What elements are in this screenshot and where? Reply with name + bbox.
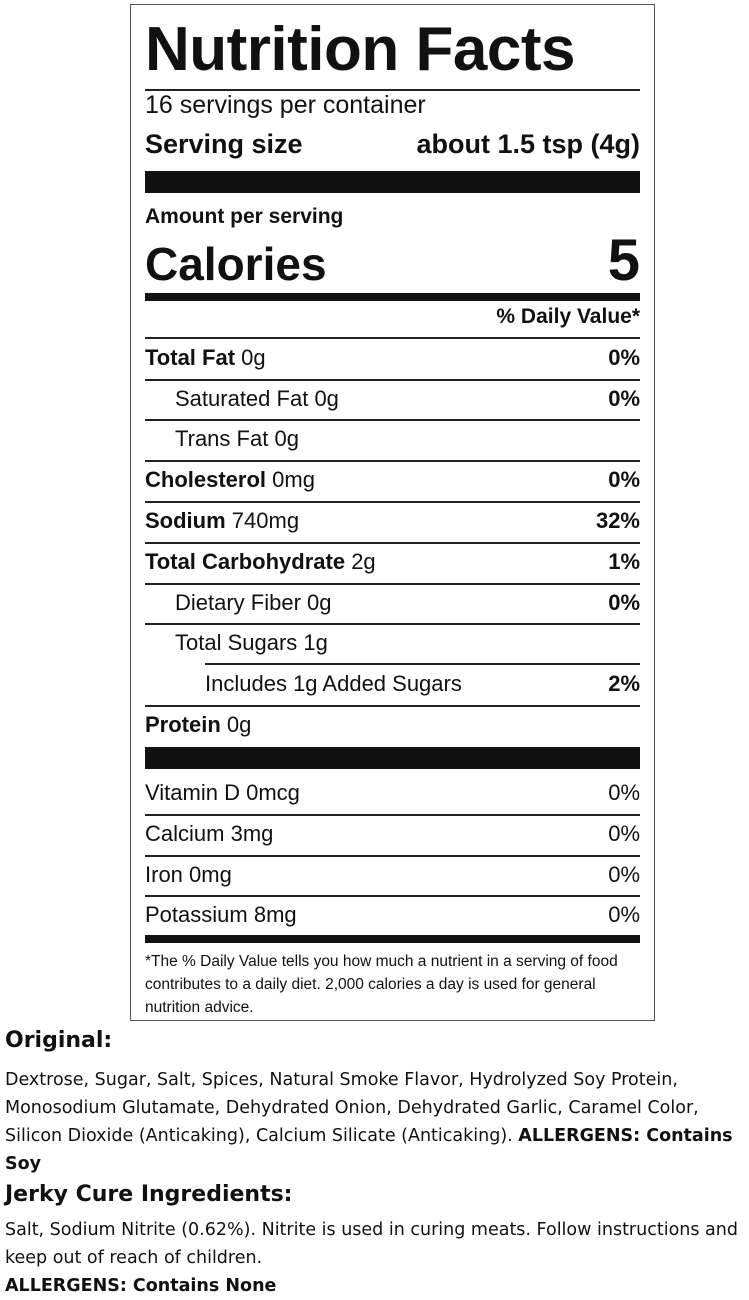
original-allergens: ALLERGENS: Contains Soy	[5, 1126, 733, 1174]
nutrient-row-dietary-fiber	[145, 583, 640, 623]
original-heading: Original:	[5, 1028, 113, 1053]
nutrient-amount: 0g	[274, 426, 299, 451]
micro-amount: 0mg	[189, 862, 232, 887]
micro-amount: 0mcg	[246, 780, 300, 805]
nutrition-facts-panel	[130, 4, 655, 1021]
nutrient-dv: 32%	[595, 508, 640, 533]
micro-amount: 8mg	[253, 902, 297, 927]
calories-row	[145, 227, 640, 294]
nutrient-row-cholesterol	[145, 460, 640, 500]
nutrient-name: Cholesterol	[145, 467, 267, 492]
nutrient-name: Saturated Fat	[175, 386, 309, 411]
nutrient-dv: 0%	[608, 386, 640, 411]
nutrient-row-sodium	[145, 501, 640, 541]
serving-size-row	[145, 129, 640, 160]
daily-value-header: % Daily Value*	[496, 305, 640, 328]
micro-dv: 0%	[608, 780, 640, 805]
serving-size-value: about 1.5 tsp (4g)	[416, 129, 640, 159]
medium-divider	[145, 293, 640, 301]
micro-name: Vitamin D	[145, 780, 240, 805]
nutrient-dv: 0%	[608, 467, 640, 492]
micro-name: Calcium	[145, 821, 225, 846]
nutrient-row-saturated-fat	[145, 379, 640, 419]
nutrient-amount: 0g	[307, 590, 332, 615]
original-ingredients-text: Dextrose, Sugar, Salt, Spices, Natural Smoke Flavor, Hydrolyzed Soy Protein, Monosodium Glutamate, Dehydrated Onion, Dehydrated Garlic, Caramel Color, Silicon Dioxide (Anticaking), Calcium Silicate (Anticaking).	[5, 1070, 699, 1146]
nutrition-facts-title: Nutrition Facts	[145, 15, 575, 84]
thick-divider	[145, 747, 640, 769]
cure-ingredients	[5, 1216, 743, 1300]
servings-per-container: 16 servings per container	[145, 91, 426, 119]
calories-value: 5	[607, 228, 640, 293]
nutrient-row-total-fat	[145, 338, 640, 378]
serving-size-label: Serving size	[145, 129, 303, 159]
nutrient-name: Dietary Fiber	[175, 590, 301, 615]
cure-ingredients-text: Salt, Sodium Nitrite (0.62%). Nitrite is used in curing meats. Follow instructions and keep out of reach of children.	[5, 1220, 738, 1268]
daily-value-footnote: *The % Daily Value tells you how much a nutrient in a serving of food contributes to a daily diet. 2,000 calories a day is used for general nutrition advice.	[145, 953, 618, 1016]
nutrient-row-total-carbohydrate	[145, 542, 640, 582]
nutrient-amount: 0mg	[272, 467, 315, 492]
nutrient-row-added-sugars	[145, 664, 640, 704]
micro-dv: 0%	[608, 902, 640, 927]
nutrient-row-protein	[145, 705, 640, 745]
micro-name: Potassium	[145, 902, 248, 927]
nutrient-dv: 1%	[608, 549, 640, 574]
calories-label: Calories	[145, 238, 327, 290]
micro-amount: 3mg	[230, 821, 274, 846]
micro-name: Iron	[145, 862, 183, 887]
nutrient-amount: 0g	[241, 345, 266, 370]
cure-allergens: ALLERGENS: Contains None	[5, 1276, 277, 1296]
nutrient-amount: 0g	[226, 712, 252, 737]
nutrient-name: Trans Fat	[175, 426, 269, 451]
micro-dv: 0%	[608, 862, 640, 887]
nutrient-name: Total Fat	[145, 345, 236, 370]
micro-row-iron	[145, 855, 640, 895]
medium-divider	[145, 935, 640, 943]
original-ingredients	[5, 1066, 743, 1178]
micro-row-potassium	[145, 895, 640, 935]
nutrient-dv: 2%	[608, 671, 640, 696]
micro-row-vitamin-d	[145, 773, 640, 813]
micro-row-calcium	[145, 814, 640, 854]
nutrient-name: Includes 1g Added Sugars	[205, 671, 462, 696]
nutrient-amount: 740mg	[231, 508, 300, 533]
micro-dv: 0%	[608, 821, 640, 846]
amount-per-serving: Amount per serving	[145, 205, 344, 228]
nutrient-dv: 0%	[608, 590, 640, 615]
nutrient-name: Protein	[145, 712, 221, 737]
nutrient-dv: 0%	[608, 345, 640, 370]
nutrient-amount: 1g	[303, 630, 328, 655]
nutrient-amount: 2g	[351, 549, 376, 574]
nutrient-amount: 0g	[314, 386, 339, 411]
nutrient-name: Total Sugars	[175, 630, 298, 655]
nutrient-name: Sodium	[145, 508, 226, 533]
cure-heading: Jerky Cure Ingredients:	[5, 1182, 293, 1207]
thick-divider	[145, 171, 640, 193]
nutrient-name: Total Carbohydrate	[145, 549, 346, 574]
nutrient-row-trans-fat	[145, 419, 640, 459]
nutrient-row-total-sugars	[145, 623, 640, 663]
